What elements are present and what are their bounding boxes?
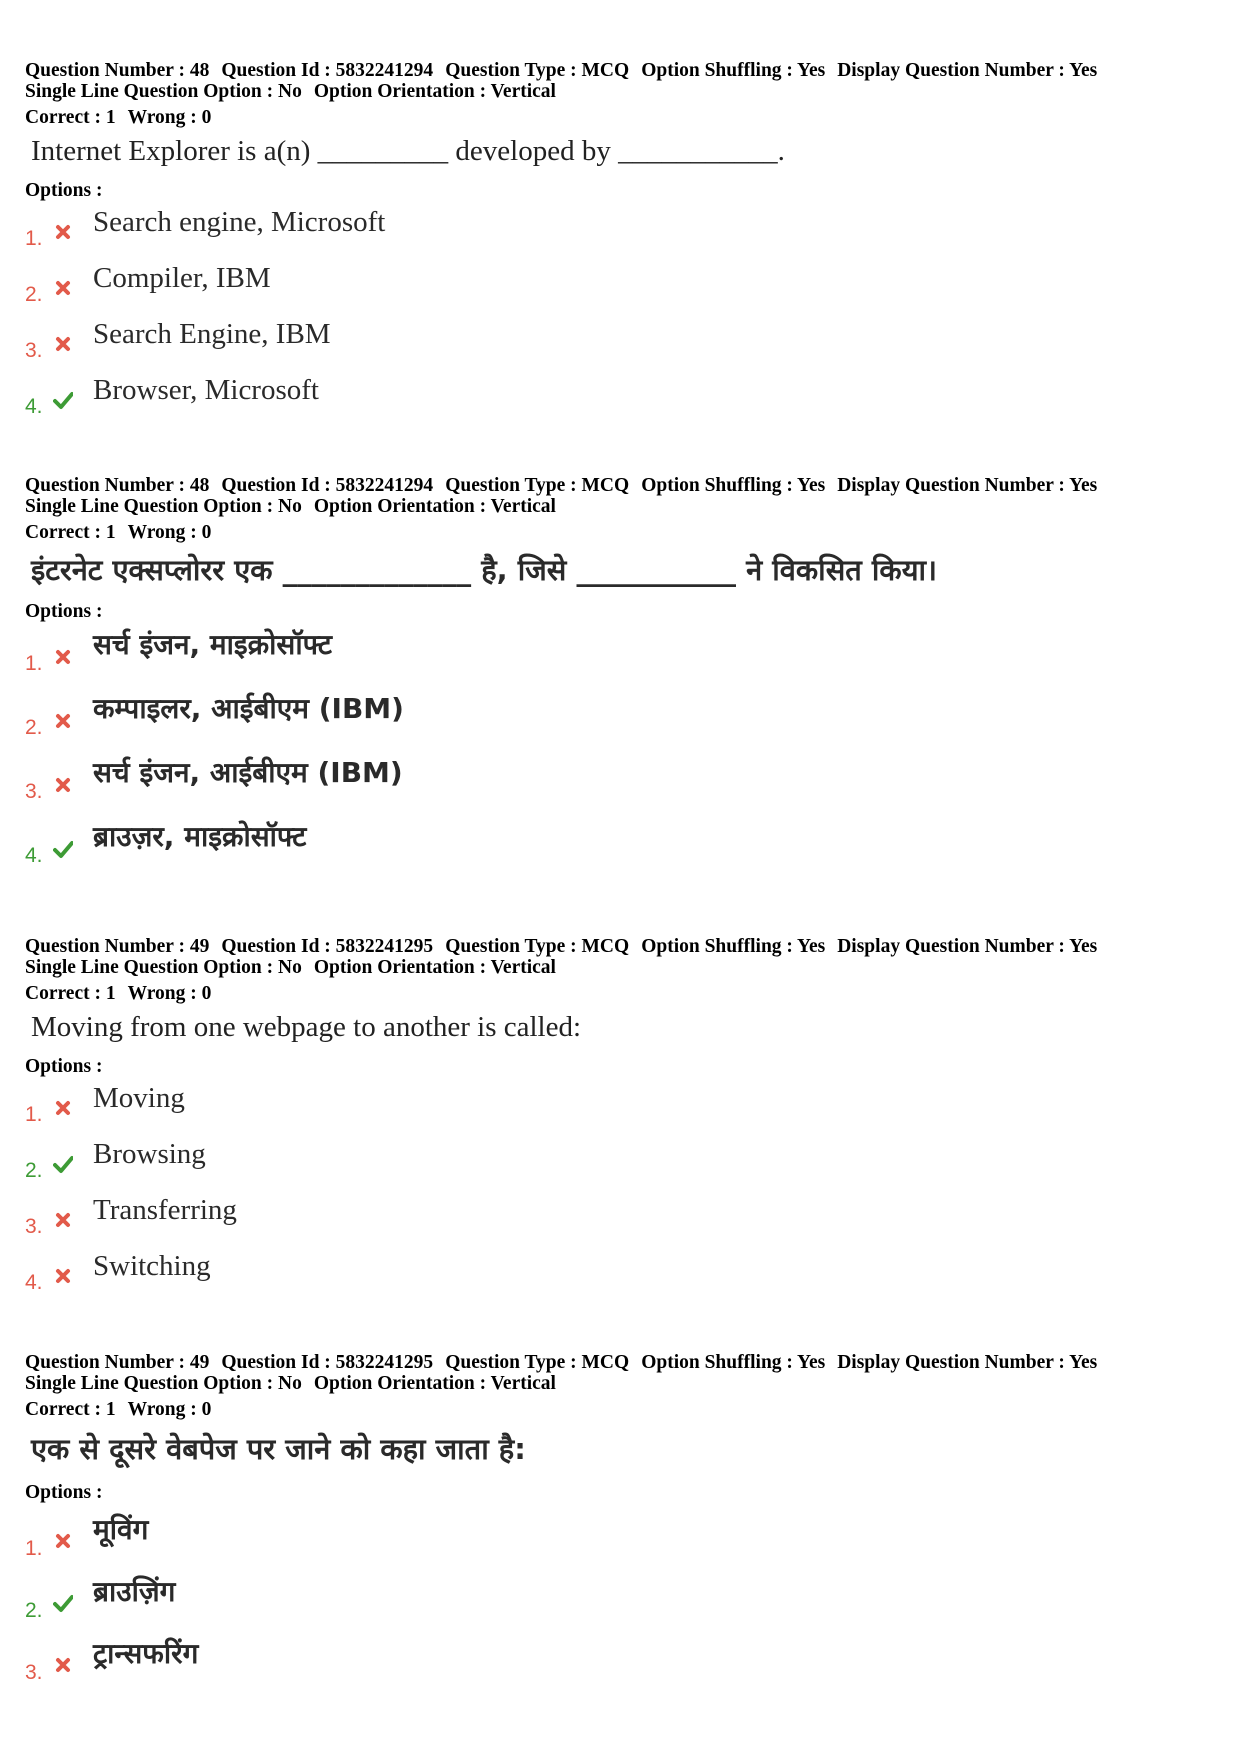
option-text: कम्पाइलर, आईबीएम (IBM) [93, 692, 404, 725]
option-number: 1. [25, 1103, 43, 1126]
question-type: Question Type : MCQ [445, 475, 630, 496]
option-text: Compiler, IBM [93, 262, 271, 294]
wrong-score: Wrong : 0 [127, 1399, 212, 1420]
correct-score: Correct : 1 [25, 522, 116, 543]
display-question-number: Display Question Number : Yes [837, 1352, 1098, 1373]
option-item [25, 1249, 1215, 1305]
option-number: 2. [25, 283, 43, 306]
option-number: 2. [25, 716, 43, 739]
question-meta [25, 1352, 1215, 1373]
option-number: 1. [25, 227, 43, 250]
option-text: Switching [93, 1250, 211, 1282]
option-number: 2. [25, 1159, 43, 1182]
cross-icon [53, 1098, 73, 1118]
single-line-option: Single Line Question Option : No [25, 81, 302, 102]
display-question-number: Display Question Number : Yes [837, 60, 1098, 81]
options-list [25, 205, 1215, 429]
correct-score: Correct : 1 [25, 107, 116, 128]
options-label: Options : [25, 1482, 103, 1503]
option-text: Search engine, Microsoft [93, 206, 386, 238]
display-question-number: Display Question Number : Yes [837, 475, 1098, 496]
option-text: ब्राउज़र, माइक्रोसॉफ्ट [93, 820, 307, 853]
correct-score: Correct : 1 [25, 983, 116, 1004]
options-label: Options : [25, 1056, 103, 1077]
question-text: Internet Explorer is a(n) _________ developed by ___________. [31, 135, 785, 167]
option-number: 3. [25, 780, 43, 803]
question-block [25, 1352, 1215, 1693]
option-number: 4. [25, 1271, 43, 1294]
option-item [25, 754, 1215, 818]
question-meta-line2 [25, 1373, 1215, 1394]
option-orientation: Option Orientation : Vertical [313, 1373, 556, 1394]
option-number: 4. [25, 395, 43, 418]
option-item [25, 1193, 1215, 1249]
question-id: Question Id : 5832241294 [221, 475, 434, 496]
cross-icon [53, 278, 73, 298]
options-list [25, 1507, 1215, 1693]
option-text: सर्च इंजन, माइक्रोसॉफ्ट [93, 628, 333, 661]
option-item [25, 1081, 1215, 1137]
cross-icon [53, 647, 73, 667]
question-meta [25, 936, 1215, 957]
wrong-score: Wrong : 0 [127, 107, 212, 128]
option-number: 2. [25, 1599, 43, 1622]
option-text: Browsing [93, 1138, 206, 1170]
option-text: Transferring [93, 1194, 237, 1226]
option-shuffling: Option Shuffling : Yes [641, 475, 826, 496]
option-text: Moving [93, 1082, 185, 1114]
cross-icon [53, 1210, 73, 1230]
option-item [25, 373, 1215, 429]
option-item [25, 1569, 1215, 1631]
cross-icon [53, 711, 73, 731]
single-line-option: Single Line Question Option : No [25, 1373, 302, 1394]
question-block [25, 936, 1215, 1305]
cross-icon [53, 1531, 73, 1551]
check-icon [53, 839, 73, 859]
question-meta [25, 60, 1215, 81]
question-number: Question Number : 48 [25, 60, 210, 81]
question-number: Question Number : 49 [25, 1352, 210, 1373]
option-text: Browser, Microsoft [93, 374, 319, 406]
option-text: ब्राउज़िंग [93, 1575, 176, 1608]
wrong-score: Wrong : 0 [127, 983, 212, 1004]
question-meta-line2 [25, 81, 1215, 102]
question-number: Question Number : 48 [25, 475, 210, 496]
option-item [25, 1631, 1215, 1693]
score-line [25, 1399, 1215, 1420]
question-text: एक से दूसरे वेबपेज पर जाने को कहा जाता है: [31, 1432, 526, 1466]
check-icon [53, 1154, 73, 1174]
question-type: Question Type : MCQ [445, 60, 630, 81]
option-text: Search Engine, IBM [93, 318, 331, 350]
check-icon [53, 1593, 73, 1613]
question-number: Question Number : 49 [25, 936, 210, 957]
option-number: 3. [25, 339, 43, 362]
options-label: Options : [25, 601, 103, 622]
display-question-number: Display Question Number : Yes [837, 936, 1098, 957]
single-line-option: Single Line Question Option : No [25, 496, 302, 517]
option-number: 3. [25, 1661, 43, 1684]
single-line-option: Single Line Question Option : No [25, 957, 302, 978]
option-item [25, 690, 1215, 754]
score-line [25, 107, 1215, 128]
question-block [25, 475, 1215, 882]
question-id: Question Id : 5832241295 [221, 936, 434, 957]
question-meta-line2 [25, 496, 1215, 517]
option-orientation: Option Orientation : Vertical [313, 496, 556, 517]
option-text: ट्रान्सफरिंग [93, 1637, 199, 1670]
option-number: 1. [25, 1537, 43, 1560]
question-block [25, 60, 1215, 429]
cross-icon [53, 334, 73, 354]
question-type: Question Type : MCQ [445, 936, 630, 957]
options-list [25, 1081, 1215, 1305]
option-item [25, 818, 1215, 882]
option-text: सर्च इंजन, आईबीएम (IBM) [93, 756, 403, 789]
score-line [25, 983, 1215, 1004]
score-line [25, 522, 1215, 543]
option-text: मूविंग [93, 1513, 149, 1546]
option-item [25, 626, 1215, 690]
wrong-score: Wrong : 0 [127, 522, 212, 543]
cross-icon [53, 1655, 73, 1675]
question-meta-line2 [25, 957, 1215, 978]
options-list [25, 626, 1215, 882]
option-shuffling: Option Shuffling : Yes [641, 936, 826, 957]
question-text: इंटरनेट एक्सप्लोरर एक _____________ है, जिसे ___________ ने विकसित किया। [31, 553, 938, 587]
option-number: 1. [25, 652, 43, 675]
correct-score: Correct : 1 [25, 1399, 116, 1420]
question-type: Question Type : MCQ [445, 1352, 630, 1373]
cross-icon [53, 1266, 73, 1286]
option-orientation: Option Orientation : Vertical [313, 81, 556, 102]
option-item [25, 317, 1215, 373]
question-text: Moving from one webpage to another is called: [31, 1011, 582, 1043]
option-item [25, 1507, 1215, 1569]
option-number: 4. [25, 844, 43, 867]
option-shuffling: Option Shuffling : Yes [641, 1352, 826, 1373]
option-item [25, 205, 1215, 261]
question-meta [25, 475, 1215, 496]
options-label: Options : [25, 180, 103, 201]
cross-icon [53, 222, 73, 242]
option-item [25, 1137, 1215, 1193]
cross-icon [53, 775, 73, 795]
question-id: Question Id : 5832241295 [221, 1352, 434, 1373]
option-item [25, 261, 1215, 317]
option-number: 3. [25, 1215, 43, 1238]
option-orientation: Option Orientation : Vertical [313, 957, 556, 978]
option-shuffling: Option Shuffling : Yes [641, 60, 826, 81]
question-id: Question Id : 5832241294 [221, 60, 434, 81]
check-icon [53, 390, 73, 410]
